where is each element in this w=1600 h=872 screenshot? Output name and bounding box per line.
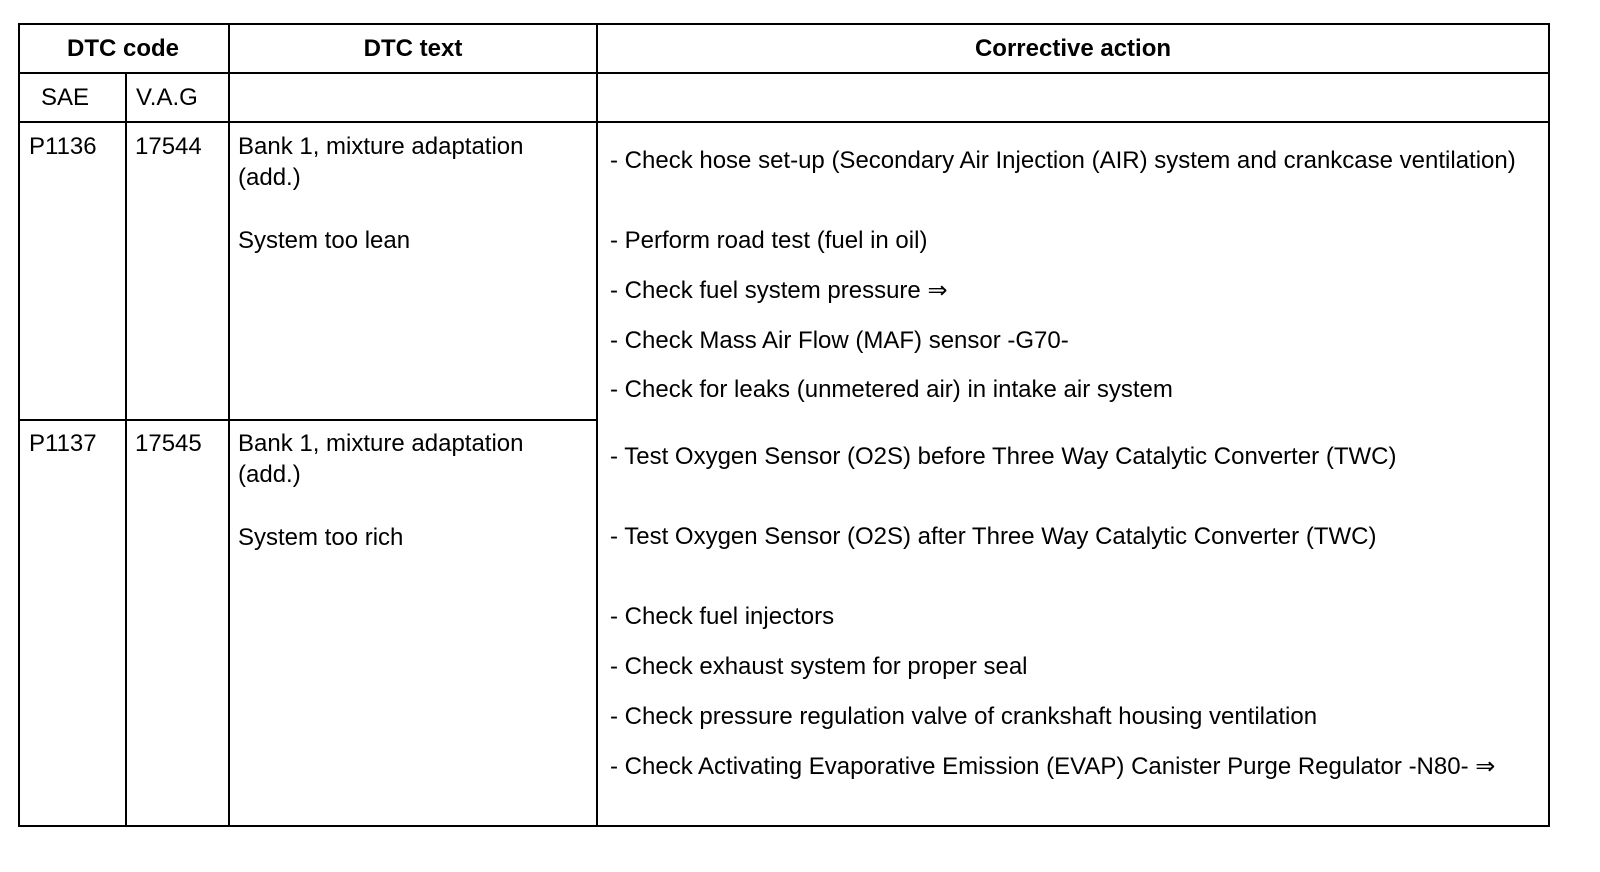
row-divider bbox=[20, 419, 596, 421]
row2-vag-code: 17545 bbox=[135, 430, 202, 457]
row1-sae-code: P1136 bbox=[29, 133, 97, 160]
row2-dtc-text-line1: Bank 1, mixture adaptation bbox=[238, 430, 524, 457]
row1-dtc-text-line2: (add.) bbox=[238, 164, 301, 191]
sae-vag-divider bbox=[125, 72, 127, 827]
action-item: - Test Oxygen Sensor (O2S) before Three Way Catalytic Converter (TWC) bbox=[610, 443, 1397, 470]
row2-sae-code: P1137 bbox=[29, 430, 97, 457]
text-action-divider bbox=[596, 25, 598, 827]
header-dtc-code: DTC code bbox=[66, 35, 179, 62]
row1-vag-code: 17544 bbox=[135, 133, 202, 160]
action-item: - Perform road test (fuel in oil) bbox=[610, 227, 928, 254]
subheader-vag: V.A.G bbox=[136, 84, 198, 111]
header-divider bbox=[20, 72, 1548, 74]
action-item: - Check fuel injectors bbox=[610, 603, 835, 630]
action-item: - Check for leaks (unmetered air) in intake air system bbox=[610, 376, 1173, 403]
action-item: - Check Mass Air Flow (MAF) sensor -G70- bbox=[610, 327, 1069, 354]
code-text-divider bbox=[228, 25, 230, 827]
dtc-table bbox=[18, 23, 1550, 827]
action-item: - Test Oxygen Sensor (O2S) after Three Way Catalytic Converter (TWC) bbox=[610, 523, 1377, 550]
action-item: - Check Activating Evaporative Emission (EVAP) Canister Purge Regulator -N80- ⇒ bbox=[610, 753, 1496, 780]
header-dtc-text: DTC text bbox=[363, 35, 463, 62]
action-item: - Check fuel system pressure ⇒ bbox=[610, 277, 948, 304]
row2-dtc-text-line2: (add.) bbox=[238, 461, 301, 488]
action-item: - Check pressure regulation valve of crankshaft housing ventilation bbox=[610, 703, 1318, 730]
row2-condition: System too rich bbox=[238, 524, 404, 551]
action-item: - Check exhaust system for proper seal bbox=[610, 653, 1028, 680]
subheader-divider bbox=[20, 121, 1548, 123]
row1-dtc-text-line1: Bank 1, mixture adaptation bbox=[238, 133, 524, 160]
row1-condition: System too lean bbox=[238, 227, 411, 254]
subheader-sae: SAE bbox=[41, 84, 90, 111]
header-corrective-action: Corrective action bbox=[974, 35, 1172, 62]
action-item: - Check hose set-up (Secondary Air Injection (AIR) system and crankcase ventilation) bbox=[610, 147, 1516, 174]
